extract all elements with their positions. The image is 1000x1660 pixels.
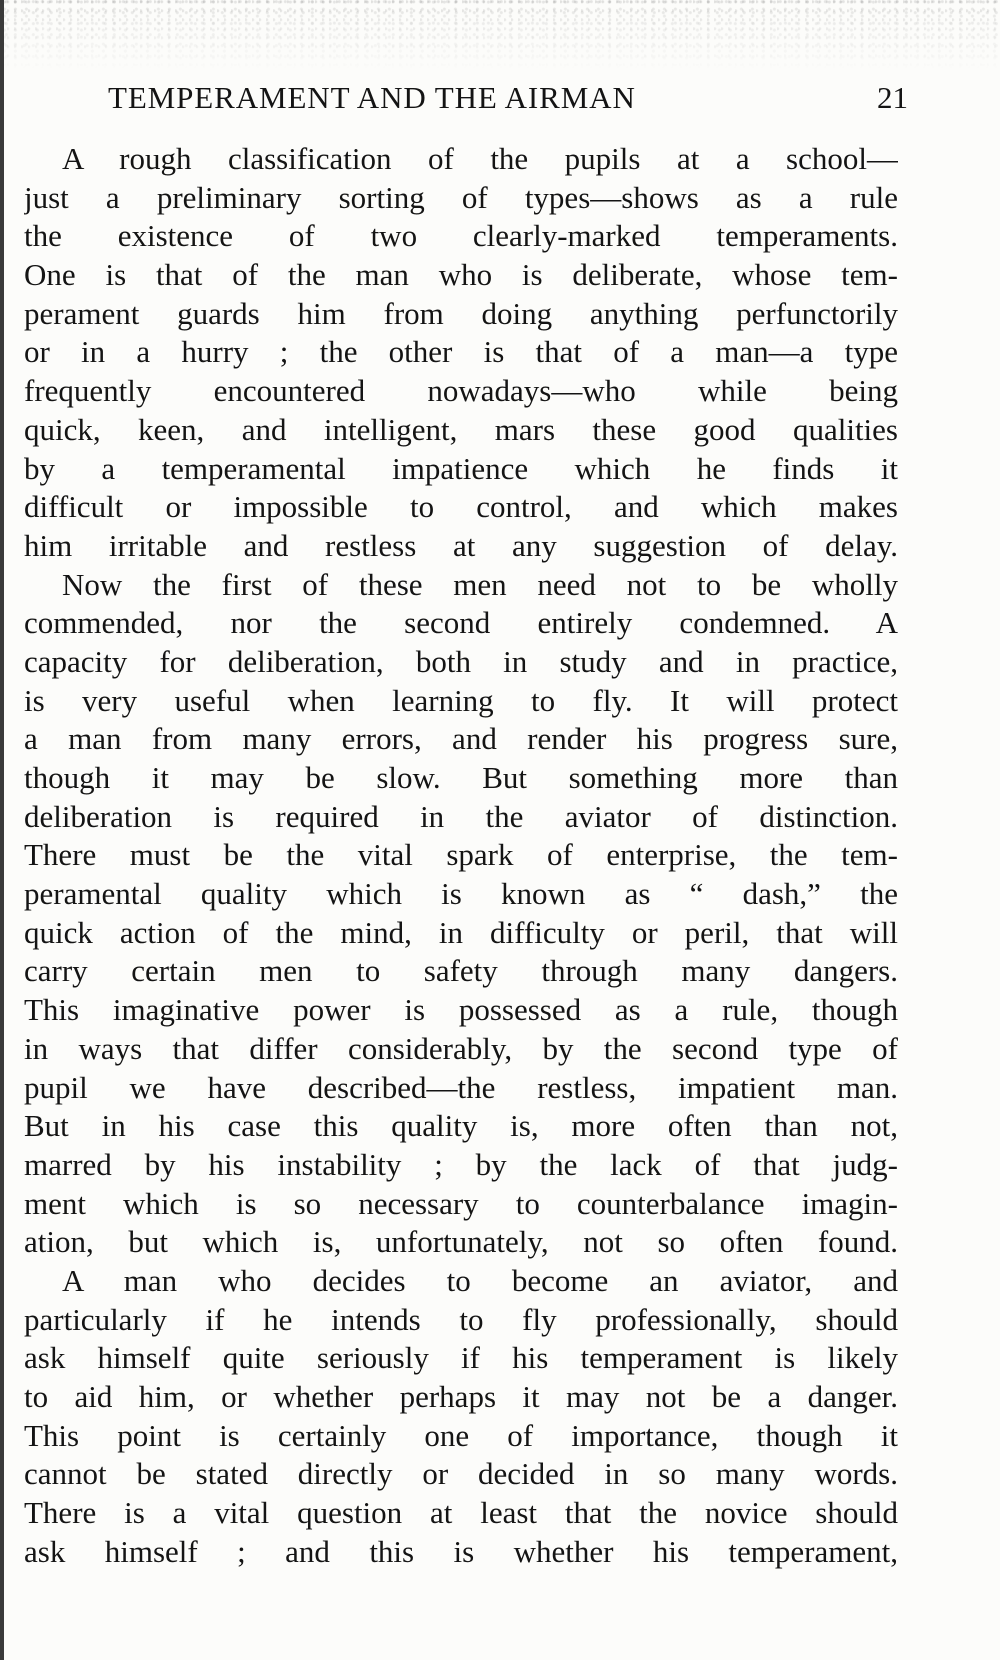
text-line: difficult or impossible to control, and which makes [24,489,898,525]
running-head: TEMPERAMENT AND THE AIRMAN [108,80,636,115]
scan-grain [0,0,1000,70]
text-line: A rough classification of the pupils at a school— [62,141,898,176]
text-line: quick action of the mind, in difficulty or peril, that will [24,914,898,950]
text-line: perament guards him from doing anything perfunctorily [24,295,898,331]
text-line: is very useful when learning to fly. It will protect [24,682,898,718]
text-line: the existence of two clearly-marked temperaments. [24,218,898,254]
text-line: capacity for deliberation, both in study and in practice, [24,643,898,679]
text-line: him irritable and restless at any suggestion of delay. [24,527,898,563]
text-line: commended, nor the second entirely condemned. A [24,605,898,641]
text-line: just a preliminary sorting of types—shows as a rule [24,179,898,215]
text-line: This point is certainly one of importance, though it [24,1417,898,1453]
text-line: deliberation is required in the aviator of distinction. [24,798,898,834]
text-line: by a temperamental impatience which he finds it [24,450,898,486]
text-line: One is that of the man who is deliberate, whose tem- [24,257,898,293]
text-line: But in his case this quality is, more often than not, [24,1108,898,1144]
text-line: A man who decides to become an aviator, and [62,1262,898,1298]
text-line: frequently encountered nowadays—who while being [24,373,898,409]
text-line: cannot be stated directly or decided in so many words. [24,1456,898,1492]
text-line: peramental quality which is known as “ dash,” the [24,876,898,912]
text-line: ment which is so necessary to counterbalance imagin- [24,1185,898,1221]
text-line: Now the first of these men need not to be wholly [62,566,898,602]
text-line: ation, but which is, unfortunately, not so often found. [24,1224,898,1260]
text-line: quick, keen, and intelligent, mars these good qualities [24,411,898,447]
text-line: There is a vital question at least that the novice should [24,1495,898,1531]
text-line: carry certain men to safety through many dangers. [24,953,898,989]
text-line: This imaginative power is possessed as a rule, though [24,992,898,1028]
body-text [24,140,898,1571]
text-line: marred by his instability ; by the lack of that judg- [24,1146,898,1182]
text-line: in ways that differ considerably, by the second type of [24,1030,898,1066]
text-line: or in a hurry ; the other is that of a man—a type [24,334,898,370]
text-line: There must be the vital spark of enterprise, the tem- [24,837,898,873]
text-line: a man from many errors, and render his progress sure, [24,721,898,757]
text-line: though it may be slow. But something more than [24,760,898,795]
text-line: ask himself quite seriously if his temperament is likely [24,1340,898,1376]
page-binding-edge [0,0,4,1660]
text-line: to aid him, or whether perhaps it may not be a danger. [24,1379,898,1414]
text-line: particularly if he intends to fly professionally, should [24,1301,898,1337]
text-line: pupil we have described—the restless, impatient man. [24,1069,898,1105]
page-number: 21 [877,80,908,115]
text-line: ask himself ; and this is whether his temperament, [24,1533,898,1569]
page-header [108,78,908,118]
